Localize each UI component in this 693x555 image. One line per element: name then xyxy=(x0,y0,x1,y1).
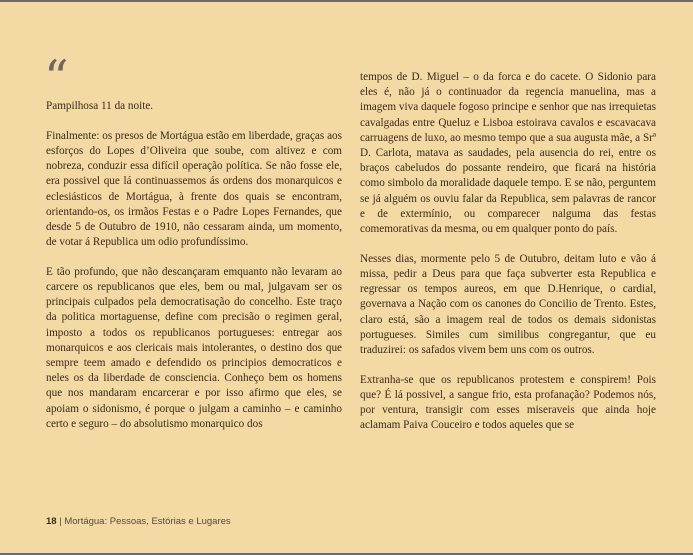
paragraph: tempos de D. Miguel – o da forca e do cacete. O Sidonio para eles é, não já o continuador da regencia manuelina, mas a imagem viva daquele fogoso principe e senhor que nas irrequietas cavalgadas entre Queluz e Lisboa estoirava cavalos e escavacava carruagens de luxo, ao mesmo tempo que a sua augusta mãe, a Srª D. Carlota, matava as saudades, pela ausencia do rei, entre os braços cabeludos do possante rendeiro, que ficará na história como simbolo da moralidade daquele tempo. E se não, perguntem se já alguém os ouviu falar da Republica, sem palavras de rancor e de extermínio, ou comparecer nalguma das festas comemorativas da mesma, ou em qualquer ponto do país. xyxy=(360,71,656,236)
dateline: Pampilhosa 11 da noite. xyxy=(46,100,154,112)
page-number: 18 xyxy=(46,516,57,527)
left-column xyxy=(46,99,342,447)
paragraph: Finalmente: os presos de Mortágua estão em liberdade, graças aos esforços do Lopes d’Oliveira que soube, com altivez e com nobreza, conduzir essa difícil operação política. Se não fosse ele, era possivel que lá continuassemos ás ordens dos monarquicos e eclesiásticos de Mortágua, à frente dos quais se encontram, orientando-os, os irmãos Festas e o Padre Lopes Fernandes, que desde 5 de Outubro de 1910, não cessaram ainda, um momento, de votar á Republica um odio profundíssimo. xyxy=(46,129,342,249)
right-column xyxy=(360,70,656,448)
paragraph: E tão profundo, que não descançaram emquanto não levaram ao carcere os republicanos que eles, bem ou mal, julgavam ser os principais culpados pela democratisação do concelho. Este traço da politica mortaguense, define com precisão o regimen geral, imposto a todos os republicanos portugueses: entregar aos monarquicos e aos clericais mais intolerantes, o destino dos que sempre teem amado e defendido os principios democraticos e neles os da liberdade de consciencia. Conheço bem os homens que nos mandaram encarcerar e por isso afirmo que eles, se apoiam o sidonismo, é porque o julgam a caminho – e caminho certo e seguro – do absolutismo monarquico dos xyxy=(46,265,342,430)
book-title: Mortágua: Pessoas, Estórias e Lugares xyxy=(64,516,231,527)
opening-quote-mark: “ xyxy=(44,50,65,106)
paragraph: Extranha-se que os republicanos protestem e conspirem! Pois que? É lá possivel, a sangue frio, esta profanação? Podemos nós, por ventura, transigir com esses miseraveis que ainda hoje aclamam Paiva Couceiro e todos aqueles que se xyxy=(360,373,656,432)
paragraph: Nesses dias, mormente pelo 5 de Outubro, deitam luto e vão á missa, pedir a Deus para que faça subverter esta Republica e regressar os tempos aureos, em que D.Henrique, o cardial, governava a Nação com os canones do Concilio de Trento. Estes, claro está, são a imagem real de todos os demais sidonistas portugueses. Similes cum similibus congregantur, que eu traduzirei: os safados vivem bem uns com os outros. xyxy=(360,252,656,356)
page-footer xyxy=(46,516,231,527)
footer-separator: | xyxy=(59,516,62,527)
